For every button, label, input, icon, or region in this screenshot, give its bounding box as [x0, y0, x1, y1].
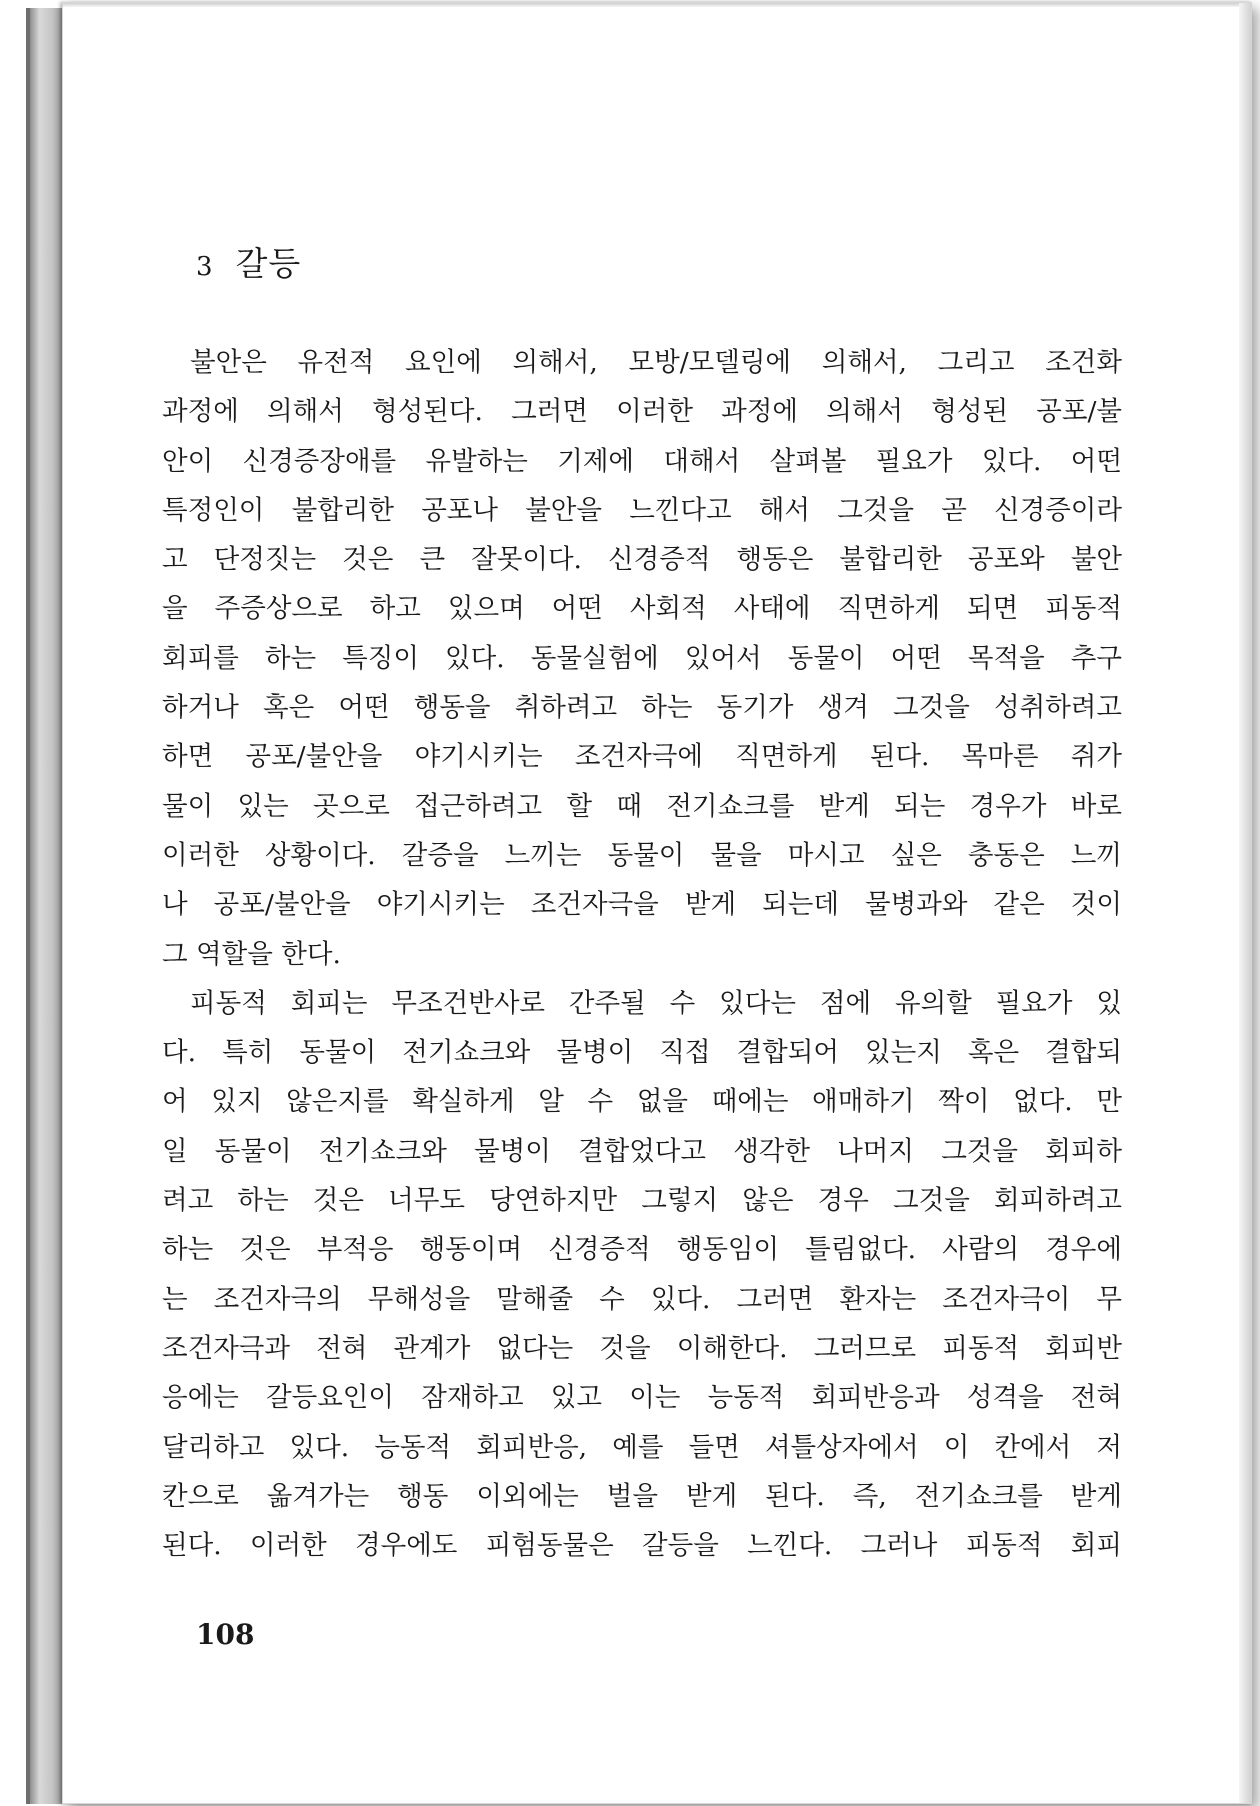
text-line: 물이 있는 곳으로 접근하려고 할 때 전기쇼크를 받게 되는 경우가 바로 [162, 790, 1122, 822]
text-line: 다. 특히 동물이 전기쇼크와 물병이 직접 결합되어 있는지 혹은 결합되 [162, 1037, 1122, 1069]
text-line: 회피를 하는 특징이 있다. 동물실험에 있어서 동물이 어떤 목적을 추구 [162, 642, 1122, 674]
text-line: 어 있지 않은지를 확실하게 알 수 없을 때에는 애매하기 짝이 없다. 만 [162, 1086, 1122, 1118]
text-line: 는 조건자극의 무해성을 말해줄 수 있다. 그러면 환자는 조건자극이 무 [162, 1283, 1122, 1315]
text-line: 그 역할을 한다. [162, 938, 341, 970]
text-line: 과정에 의해서 형성된다. 그러면 이러한 과정에 의해서 형성된 공포/불 [162, 396, 1122, 428]
text-line: 일 동물이 전기쇼크와 물병이 결합었다고 생각한 나머지 그것을 회피하 [162, 1135, 1122, 1167]
text-line: 하거나 혹은 어떤 행동을 취하려고 하는 동기가 생겨 그것을 성취하려고 [162, 692, 1122, 724]
text-line: 된다. 이러한 경우에도 피험동물은 갈등을 느낀다. 그러나 피동적 회피 [162, 1530, 1122, 1562]
text-line: 안이 신경증장애를 유발하는 기제에 대해서 살펴볼 필요가 있다. 어떤 [162, 445, 1122, 477]
text-line: 려고 하는 것은 너무도 당연하지만 그렇지 않은 경우 그것을 회피하려고 [162, 1185, 1122, 1217]
text-line: 칸으로 옮겨가는 행동 이외에는 벌을 받게 된다. 즉, 전기쇼크를 받게 [162, 1480, 1122, 1512]
page-right-edge [1239, 3, 1251, 1803]
body-text [162, 338, 1122, 1570]
text-line: 특정인이 불합리한 공포나 불안을 느낀다고 해서 그것을 곧 신경증이라 [162, 494, 1122, 526]
text-line: 나 공포/불안을 야기시키는 조건자극을 받게 되는데 물병과와 같은 것이 [162, 889, 1122, 921]
text-line: 불안은 유전적 요인에 의해서, 모방/모델링에 의해서, 그리고 조건화 [190, 347, 1122, 378]
page-top-edge [63, 3, 1251, 7]
section-heading [196, 238, 301, 285]
text-line: 피동적 회피는 무조건반사로 간주될 수 있다는 점에 유의할 필요가 있 [190, 987, 1122, 1019]
text-line: 응에는 갈등요인이 잠재하고 있고 이는 능동적 회피반응과 성격을 전혀 [162, 1382, 1122, 1414]
text-line: 이러한 상황이다. 갈증을 느끼는 동물이 물을 마시고 싶은 충동은 느끼 [162, 839, 1122, 871]
text-line: 조건자극과 전혀 관계가 없다는 것을 이해한다. 그러므로 피동적 회피반 [162, 1332, 1122, 1364]
text-line: 달리하고 있다. 능동적 회피반응, 예를 들면 셔틀상자에서 이 칸에서 저 [162, 1431, 1122, 1463]
page-number: 108 [196, 1618, 255, 1651]
text-line: 하는 것은 부적응 행동이며 신경증적 행동임이 틀림없다. 사람의 경우에 [162, 1234, 1122, 1266]
text-line: 을 주증상으로 하고 있으며 어떤 사회적 사태에 직면하게 되면 피동적 [162, 593, 1122, 625]
book-spine-edge [30, 8, 62, 1804]
text-line: 하면 공포/불안을 야기시키는 조건자극에 직면하게 된다. 목마른 쥐가 [162, 741, 1122, 773]
section-number: 3 [196, 252, 214, 282]
section-title: 갈등 [235, 244, 302, 283]
text-line: 고 단정짓는 것은 큰 잘못이다. 신경증적 행동은 불합리한 공포와 불안 [162, 544, 1122, 576]
